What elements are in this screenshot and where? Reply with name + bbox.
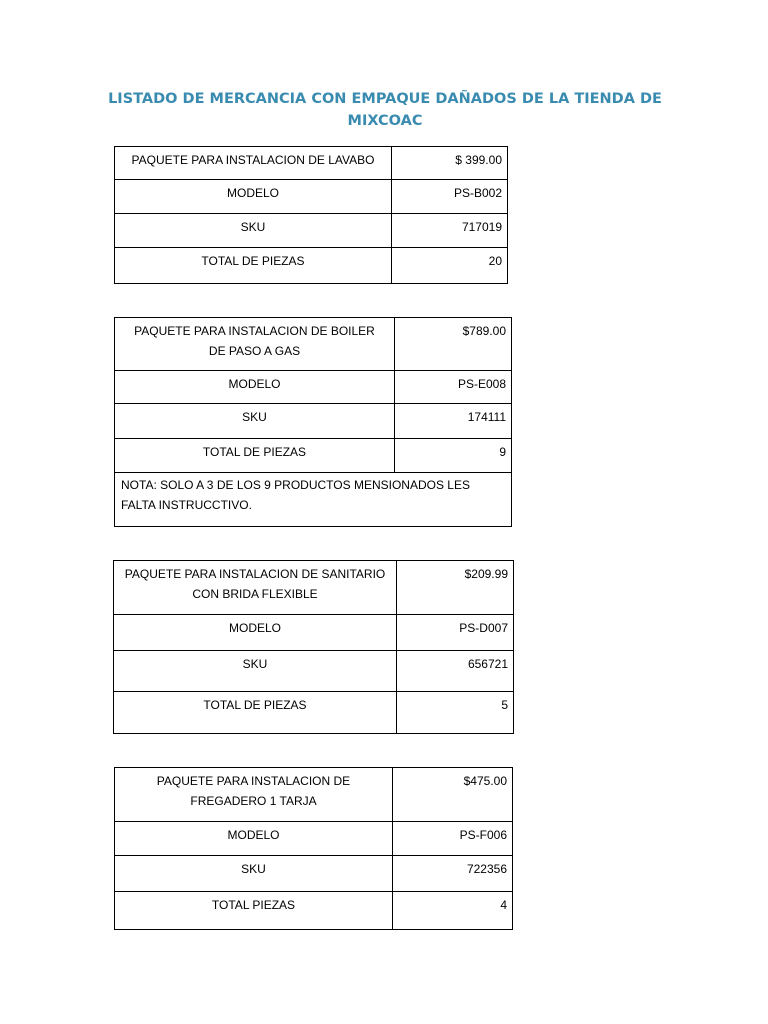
sku-value: 717019 — [392, 214, 508, 248]
product-table-sanitario — [113, 560, 514, 734]
pieces-label: TOTAL DE PIEZAS — [115, 439, 395, 473]
sku-label: SKU — [115, 856, 393, 892]
product-name: PAQUETE PARA INSTALACION DE SANITARIO CON BRIDA FLEXIBLE — [114, 561, 397, 615]
table-row — [115, 822, 513, 856]
product-table-lavabo — [114, 146, 508, 284]
model-value: PS-B002 — [392, 180, 508, 214]
sku-label: SKU — [115, 404, 395, 439]
table-row — [115, 180, 508, 214]
sku-label: SKU — [115, 214, 392, 248]
table-row — [115, 147, 508, 180]
model-value: PS-F006 — [393, 822, 513, 856]
pieces-value: 20 — [392, 248, 508, 284]
table-row — [115, 318, 512, 371]
product-name: PAQUETE PARA INSTALACION DE FREGADERO 1 TARJA — [115, 768, 393, 822]
model-value: PS-E008 — [395, 371, 512, 404]
model-label: MODELO — [115, 822, 393, 856]
table-row — [115, 768, 513, 822]
table-row — [115, 856, 513, 892]
product-table-fregadero — [114, 767, 513, 930]
sku-value: 722356 — [393, 856, 513, 892]
pieces-label: TOTAL DE PIEZAS — [115, 248, 392, 284]
table-row — [114, 561, 514, 615]
pieces-value: 5 — [397, 692, 514, 734]
product-name: PAQUETE PARA INSTALACION DE BOILER DE PASO A GAS — [115, 318, 395, 371]
table-row — [115, 439, 512, 473]
sku-label: SKU — [114, 651, 397, 692]
product-price: $209.99 — [397, 561, 514, 615]
pieces-label: TOTAL PIEZAS — [115, 892, 393, 930]
product-price: $789.00 — [395, 318, 512, 371]
page-title: LISTADO DE MERCANCIA CON EMPAQUE DAÑADOS DE LA TIENDA DE MIXCOAC — [108, 91, 662, 129]
pieces-value: 4 — [393, 892, 513, 930]
table-row — [115, 248, 508, 284]
product-name: PAQUETE PARA INSTALACION DE LAVABO — [115, 147, 392, 180]
table-row — [114, 692, 514, 734]
pieces-value: 9 — [395, 439, 512, 473]
product-price: $475.00 — [393, 768, 513, 822]
model-value: PS-D007 — [397, 615, 514, 651]
table-row — [115, 892, 513, 930]
table-row — [115, 404, 512, 439]
pieces-label: TOTAL DE PIEZAS — [114, 692, 397, 734]
table-row — [115, 473, 512, 527]
model-label: MODELO — [115, 371, 395, 404]
product-note: NOTA: SOLO A 3 DE LOS 9 PRODUCTOS MENSIONADOS LES FALTA INSTRUCCTIVO. — [115, 473, 512, 527]
table-row — [114, 615, 514, 651]
table-row — [114, 651, 514, 692]
sku-value: 656721 — [397, 651, 514, 692]
model-label: MODELO — [114, 615, 397, 651]
product-table-boiler — [114, 317, 512, 527]
model-label: MODELO — [115, 180, 392, 214]
sku-value: 174111 — [395, 404, 512, 439]
product-price: $ 399.00 — [392, 147, 508, 180]
table-row — [115, 371, 512, 404]
table-row — [115, 214, 508, 248]
